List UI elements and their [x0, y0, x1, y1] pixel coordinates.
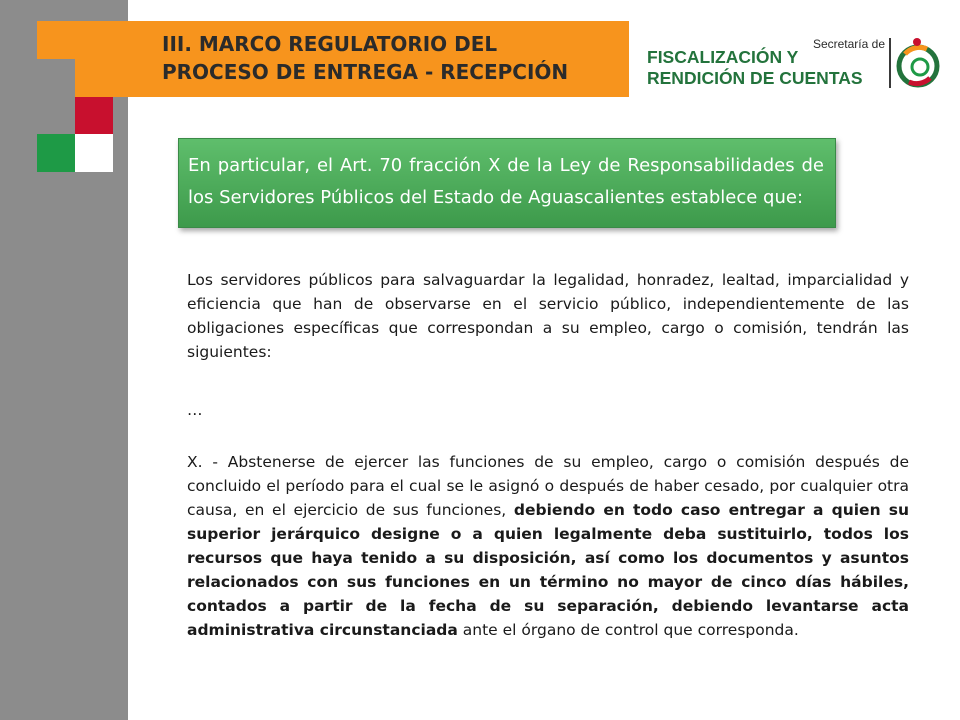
decor-square-red — [75, 97, 113, 134]
fraction-x-intro: X. - Abstenerse de ejercer las funciones de su empleo, cargo o comisión después de concluido el período para el cual se le asignó o después de haber cesado, por cualquier otra causa, en el ejercicio de sus funciones, — [187, 453, 909, 519]
logo-line3: RENDICIÓN DE CUENTAS — [647, 68, 863, 88]
emblem-icon — [895, 36, 941, 92]
decor-square-green — [37, 134, 75, 172]
decor-square-white — [75, 134, 113, 172]
paragraph-intro: Los servidores públicos para salvaguardar la legalidad, honradez, lealtad, imparcialidad y eficiencia que han de observarse en el servicio público, independientemente de las obligaciones específicas que correspondan a su empleo, cargo o comisión, tendrán las siguientes: — [187, 271, 909, 361]
paragraph-fraction-x — [187, 450, 909, 642]
fraction-x-end: ante el órgano de control que corresponda. — [457, 621, 799, 639]
callout-text: En particular, el Art. 70 fracción X de la Ley de Responsabilidades de los Servidores Públicos del Estado de Aguascalientes establece que: — [188, 155, 824, 208]
logo-line1: Secretaría de — [812, 37, 885, 51]
fraction-x-bold: debiendo en todo caso entregar a quien su superior jerárquico designe o a quien legalmente deba sustituirlo, todos los recursos que haya tenido a su disposición, así como los documentos y asuntos relacionados con sus funciones en un término no mayor de cinco días hábiles, contados a partir de la fecha de su separación, debiendo levantarse acta administrativa circunstanciada — [187, 501, 909, 639]
logo-line2: FISCALIZACIÓN Y — [647, 47, 799, 67]
slide-title: III. MARCO REGULATORIO DEL PROCESO DE ENTREGA - RECEPCIÓN — [162, 32, 569, 84]
ellipsis: … — [187, 401, 203, 419]
logo — [645, 30, 945, 100]
logo-divider — [889, 38, 891, 88]
decor-square-orange — [37, 21, 75, 59]
